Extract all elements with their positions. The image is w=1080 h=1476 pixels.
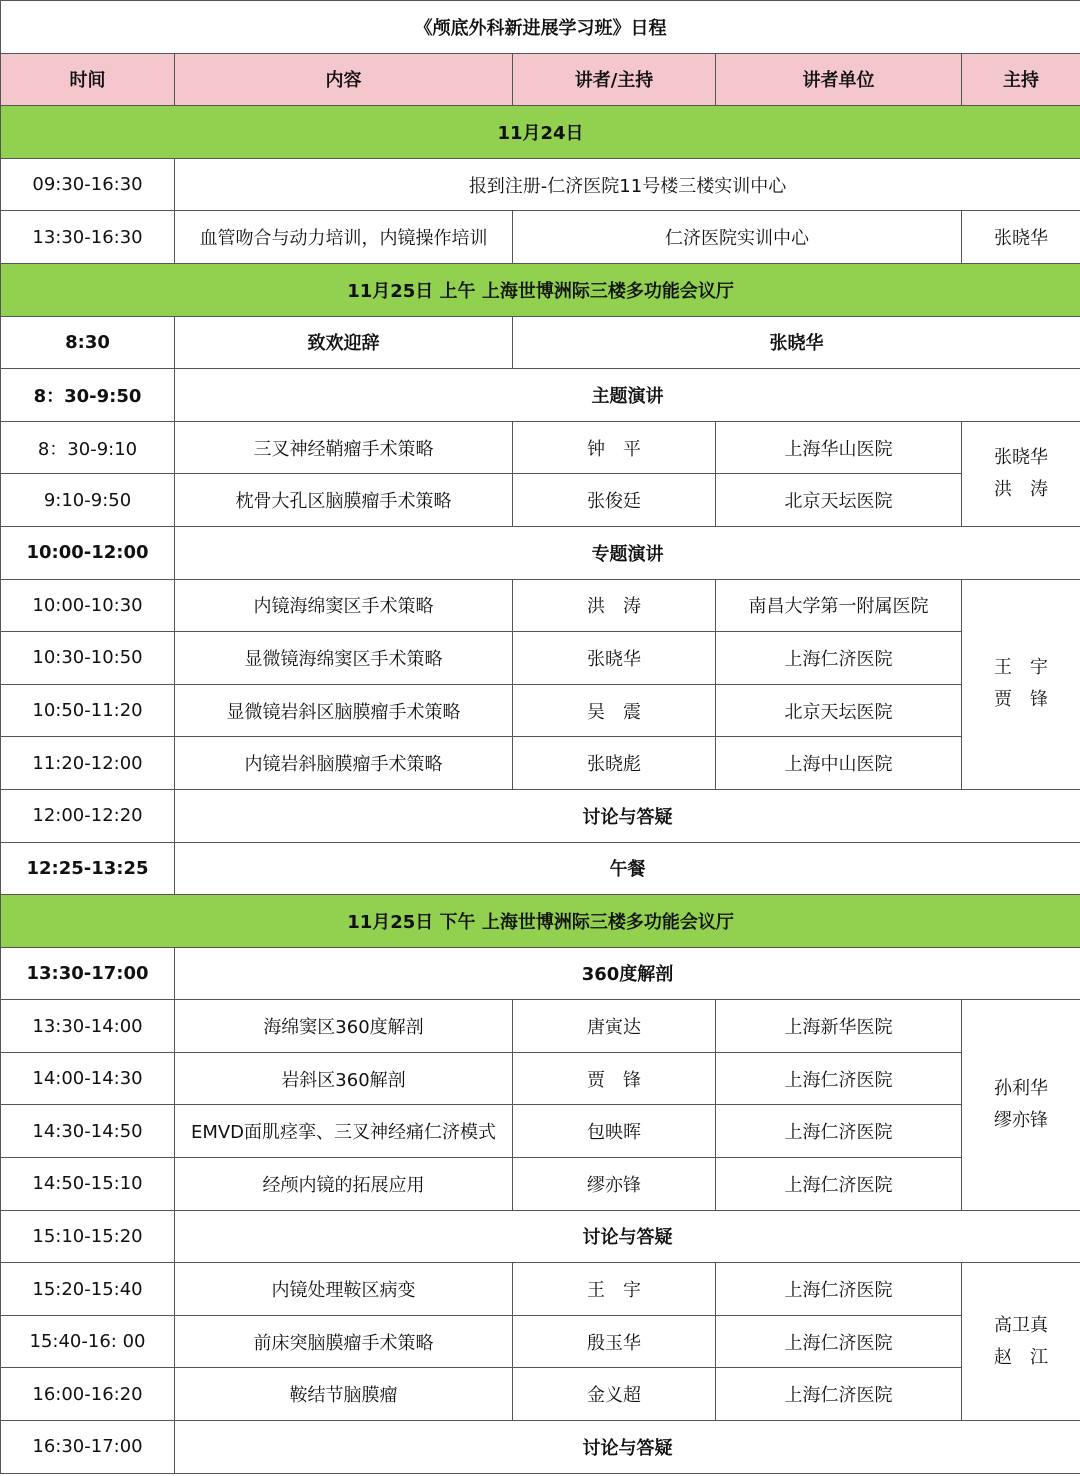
table-row [1,1263,1080,1316]
place-cell: 仁济医院实训中心 [513,211,962,264]
unit-cell: 上海仁济医院 [716,1105,962,1158]
section-title: 专题演讲 [175,526,1080,579]
table-row [1,1210,1080,1263]
time-cell: 14:50-15:10 [1,1158,175,1211]
table-row [1,1105,1080,1158]
day-row-nov25-pm [1,895,1080,948]
time-cell: 12:00-12:20 [1,789,175,842]
speaker-cell: 张晓彪 [513,737,716,790]
time-cell: 10:00-12:00 [1,526,175,579]
table-row [1,632,1080,685]
topic-cell: 经颅内镜的拓展应用 [175,1158,513,1211]
table-row [1,579,1080,632]
table-row [1,1421,1080,1474]
day-label: 11月25日 下午 上海世博洲际三楼多功能会议厅 [1,895,1080,948]
header-speaker: 讲者/主持 [513,53,716,106]
speaker-cell: 张俊廷 [513,474,716,527]
speaker-cell: 钟 平 [513,421,716,474]
host-name: 张晓华 [994,446,1049,468]
table-row [1,211,1080,264]
speaker-cell: 殷玉华 [513,1315,716,1368]
time-cell: 13:30-16:30 [1,211,175,264]
table-row [1,842,1080,895]
header-unit: 讲者单位 [716,53,962,106]
section-row [1,947,1080,1000]
registration-text: 报到注册-仁济医院11号楼三楼实训中心 [175,158,1080,211]
host-name: 贾 锋 [994,689,1049,711]
speaker-cell: 吴 震 [513,684,716,737]
speaker-cell: 金义超 [513,1368,716,1421]
unit-cell: 上海仁济医院 [716,1263,962,1316]
time-cell: 8:30 [1,316,175,369]
time-cell: 13:30-17:00 [1,947,175,1000]
time-cell: 15:40-16: 00 [1,1315,175,1368]
time-cell: 14:00-14:30 [1,1052,175,1105]
discussion-label: 讨论与答疑 [175,1421,1080,1474]
table-row [1,421,1080,474]
topic-cell: EMVD面肌痉挛、三叉神经痛仁济模式 [175,1105,513,1158]
time-cell: 16:30-17:00 [1,1421,175,1474]
unit-cell: 上海中山医院 [716,737,962,790]
topic-cell: 三叉神经鞘瘤手术策略 [175,421,513,474]
topic-cell: 鞍结节脑膜瘤 [175,1368,513,1421]
unit-cell: 上海华山医院 [716,421,962,474]
section-row [1,369,1080,422]
host-cell [962,1263,1080,1421]
title-row [1,1,1080,54]
table-row [1,684,1080,737]
day-label: 11月25日 上午 上海世博洲际三楼多功能会议厅 [1,263,1080,316]
speaker-cell: 张晓华 [513,632,716,685]
time-cell: 13:30-14:00 [1,1000,175,1053]
host-name: 缪亦锋 [994,1109,1049,1131]
table-row [1,1368,1080,1421]
topic-cell: 岩斜区360解剖 [175,1052,513,1105]
table-row [1,474,1080,527]
header-time: 时间 [1,53,175,106]
day-row-nov25-am [1,263,1080,316]
header-content: 内容 [175,53,513,106]
unit-cell: 上海仁济医院 [716,1052,962,1105]
unit-cell: 上海仁济医院 [716,1315,962,1368]
table-row [1,789,1080,842]
time-cell: 9:10-9:50 [1,474,175,527]
topic-cell: 内镜岩斜脑膜瘤手术策略 [175,737,513,790]
time-cell: 10:50-11:20 [1,684,175,737]
speaker-cell: 王 宇 [513,1263,716,1316]
section-title: 360度解剖 [175,947,1080,1000]
topic-cell: 内镜处理鞍区病变 [175,1263,513,1316]
discussion-label: 讨论与答疑 [175,789,1080,842]
unit-cell: 北京天坛医院 [716,474,962,527]
time-cell: 10:30-10:50 [1,632,175,685]
section-row [1,526,1080,579]
header-row [1,53,1080,106]
day-row-nov24 [1,106,1080,159]
table-row [1,158,1080,211]
discussion-label: 讨论与答疑 [175,1210,1080,1263]
table-row [1,1052,1080,1105]
time-cell: 8：30-9:50 [1,369,175,422]
topic-cell: 内镜海绵窦区手术策略 [175,579,513,632]
unit-cell: 北京天坛医院 [716,684,962,737]
time-cell: 8：30-9:10 [1,421,175,474]
time-cell: 12:25-13:25 [1,842,175,895]
speaker-cell: 包映晖 [513,1105,716,1158]
host-cell: 张晓华 [962,211,1080,264]
speaker-cell: 贾 锋 [513,1052,716,1105]
table-row [1,1158,1080,1211]
time-cell: 16:00-16:20 [1,1368,175,1421]
unit-cell: 上海仁济医院 [716,1368,962,1421]
host-name: 高卫真 [994,1314,1049,1336]
unit-cell: 上海仁济医院 [716,632,962,685]
header-host: 主持 [962,53,1080,106]
topic-cell: 海绵窦区360度解剖 [175,1000,513,1053]
time-cell: 15:10-15:20 [1,1210,175,1263]
topic-cell: 显微镜岩斜区脑膜瘤手术策略 [175,684,513,737]
unit-cell: 南昌大学第一附属医院 [716,579,962,632]
host-name: 赵 江 [994,1346,1049,1368]
time-cell: 11:20-12:00 [1,737,175,790]
topic-cell: 血管吻合与动力培训，内镜操作培训 [175,211,513,264]
unit-cell: 上海仁济医院 [716,1158,962,1211]
unit-cell: 上海新华医院 [716,1000,962,1053]
time-cell: 14:30-14:50 [1,1105,175,1158]
host-cell [962,1000,1080,1210]
topic-cell: 致欢迎辞 [175,316,513,369]
host-name: 孙利华 [994,1077,1049,1099]
host-cell [962,579,1080,789]
table-row [1,1000,1080,1053]
speaker-cell: 缪亦锋 [513,1158,716,1211]
schedule-title: 《颅底外科新进展学习班》日程 [1,1,1080,54]
day-label: 11月24日 [1,106,1080,159]
table-row [1,1315,1080,1368]
lunch-label: 午餐 [175,842,1080,895]
time-cell: 10:00-10:30 [1,579,175,632]
topic-cell: 枕骨大孔区脑膜瘤手术策略 [175,474,513,527]
speaker-cell: 洪 涛 [513,579,716,632]
host-cell [962,421,1080,526]
host-name: 洪 涛 [994,478,1049,500]
table-row [1,316,1080,369]
topic-cell: 前床突脑膜瘤手术策略 [175,1315,513,1368]
time-cell: 09:30-16:30 [1,158,175,211]
time-cell: 15:20-15:40 [1,1263,175,1316]
table-row [1,737,1080,790]
speaker-cell: 张晓华 [513,316,1080,369]
speaker-cell: 唐寅达 [513,1000,716,1053]
section-title: 主题演讲 [175,369,1080,422]
topic-cell: 显微镜海绵窦区手术策略 [175,632,513,685]
host-name: 王 宇 [994,657,1049,679]
